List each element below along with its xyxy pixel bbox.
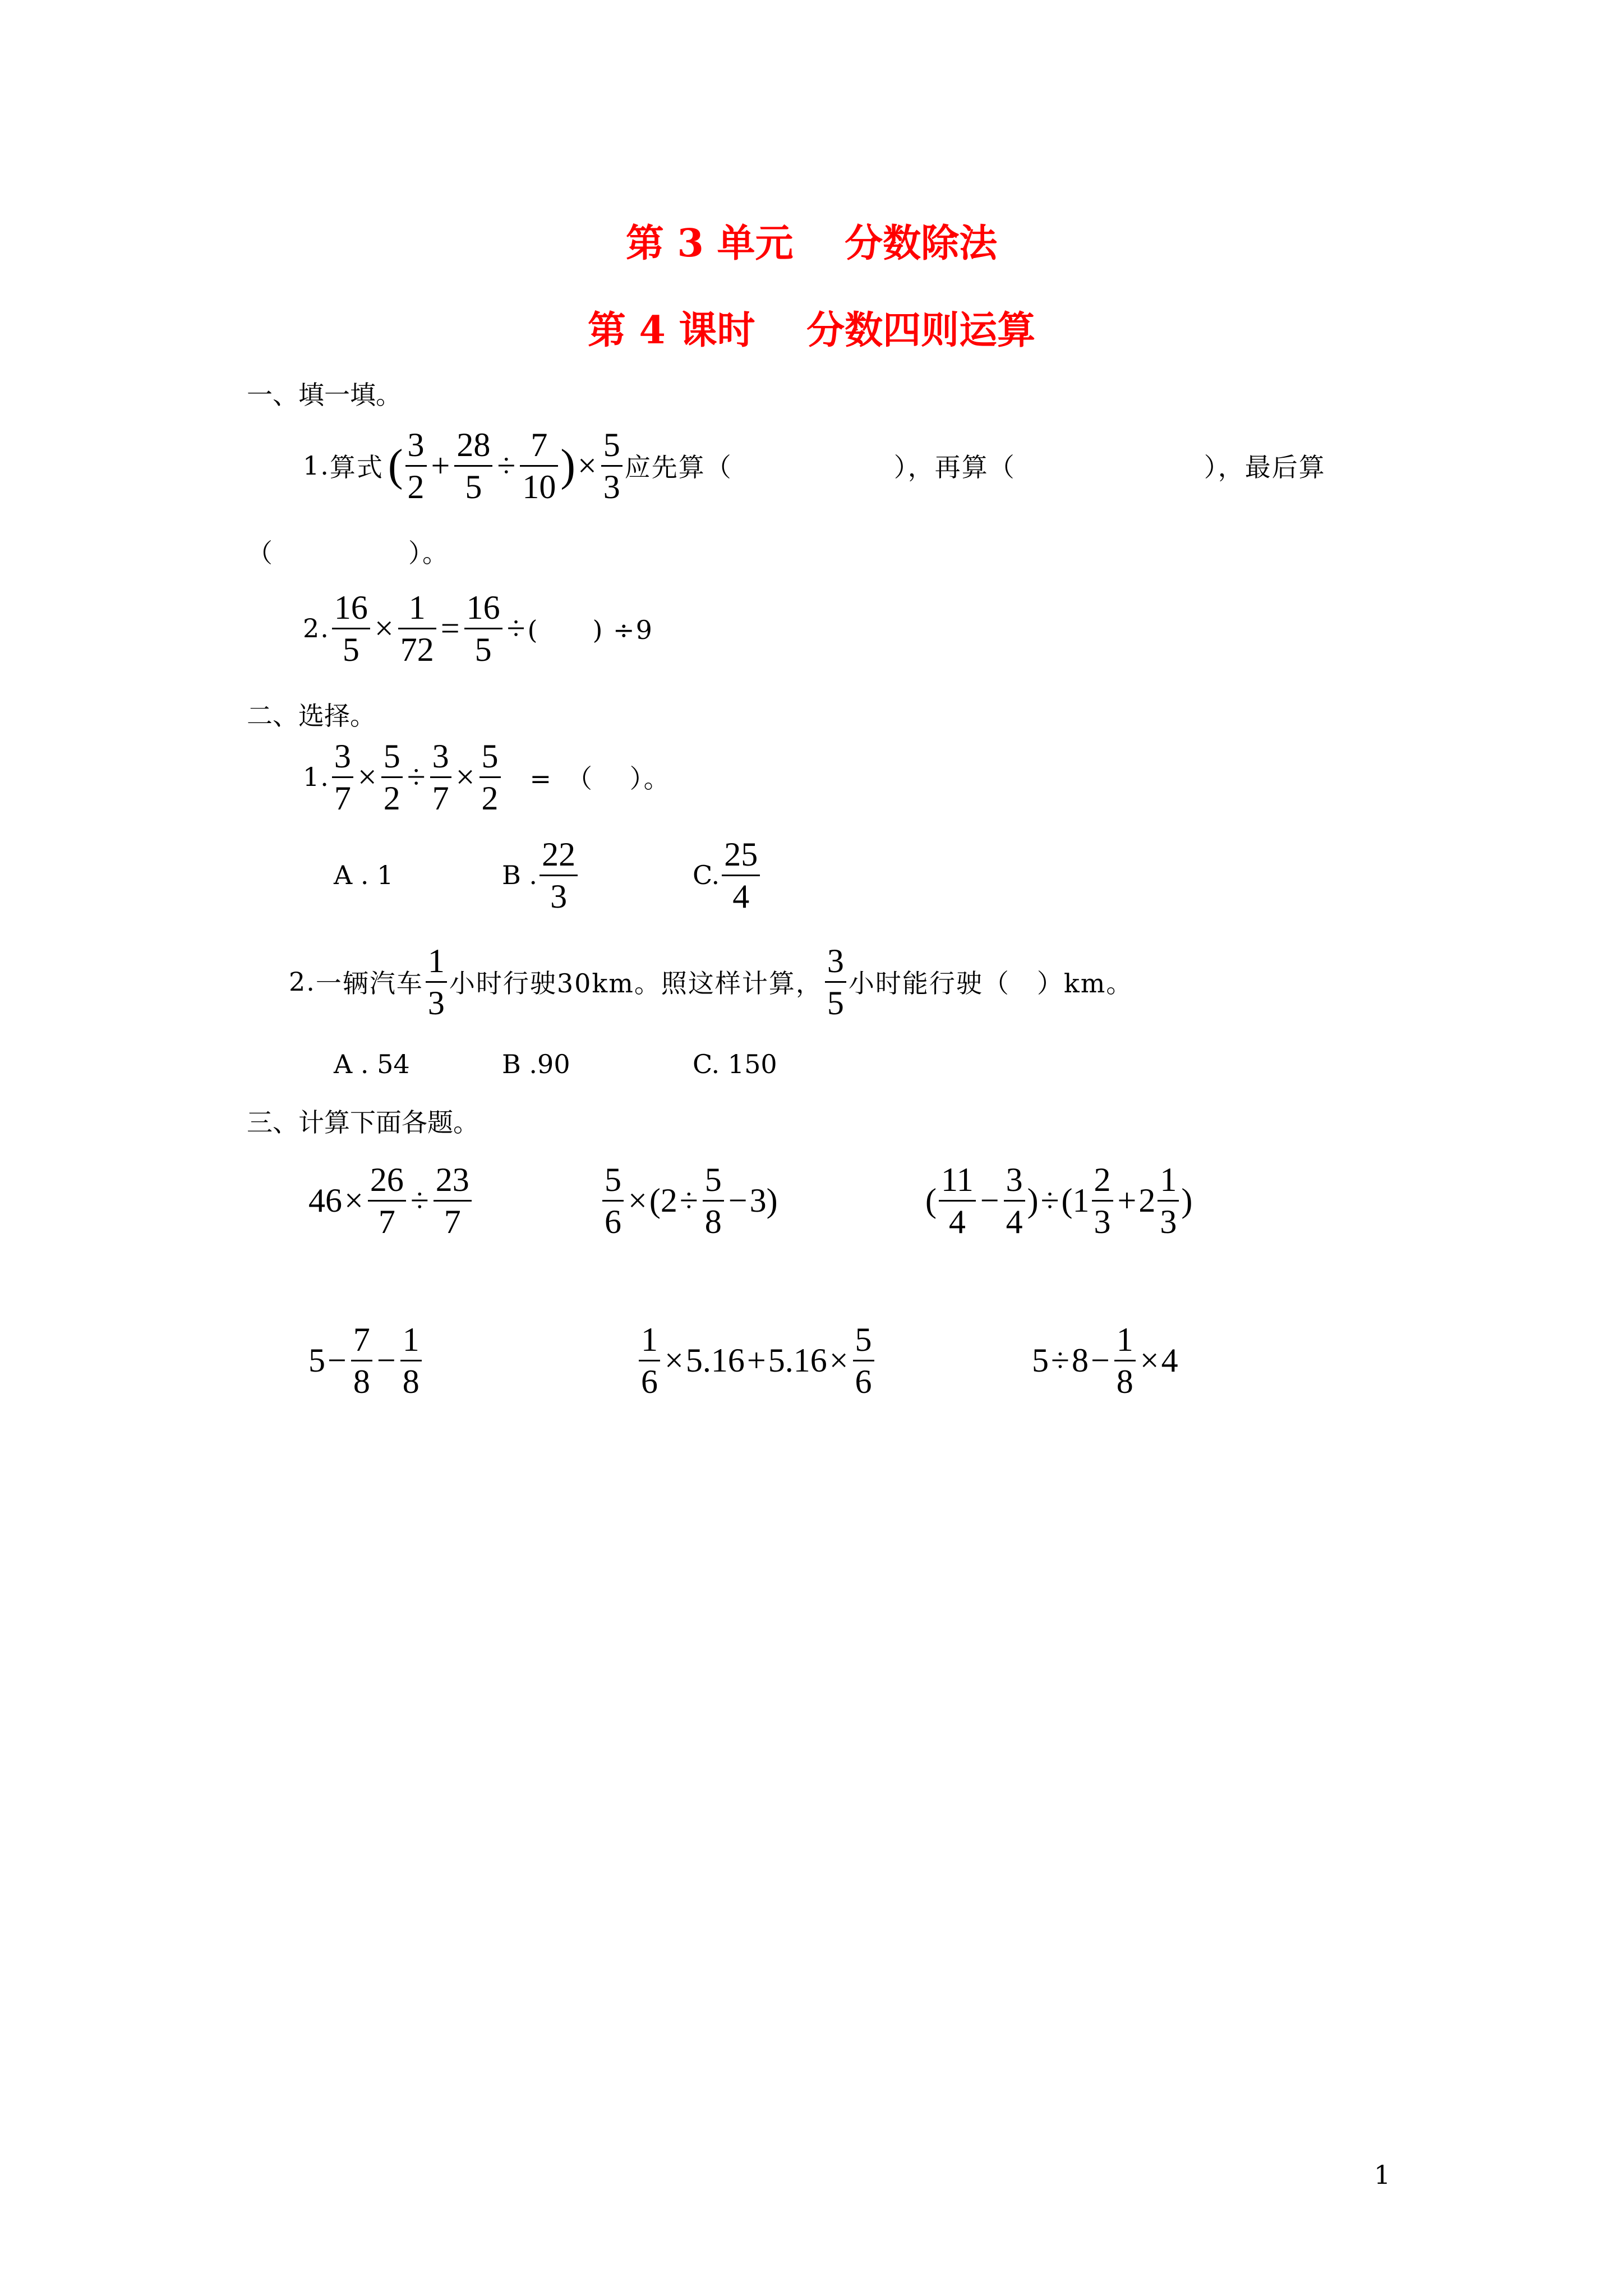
operator: × [829,1341,849,1379]
operator: ÷ [506,609,525,647]
fraction: $\frac{22}{3}$ [540,838,578,913]
fraction: $\frac{26}{7}$ [368,1163,406,1239]
page-number: 1 [1374,2160,1391,2190]
section-3-heading: 三、计算下面各题。 [247,1107,479,1138]
operator: × [577,447,597,484]
operator: + [1117,1181,1137,1219]
question-text: 一辆汽车 [315,968,423,999]
question-text: 小时能行驶（ ）km。 [848,968,1133,999]
calc-expression-2 [600,1161,778,1240]
close-paren: ) [560,441,575,490]
operator: ÷ [1040,1181,1059,1219]
operator: × [344,1181,363,1219]
fraction: $\frac{3}{2}$ [405,428,427,504]
unit-title: 第 3 单元 分数除法 [625,221,998,266]
answer-blank: ( ) ÷9 [527,615,653,645]
operator: × [374,609,394,647]
fraction: $\frac{28}{5}$ [454,428,492,504]
option-label: C. [693,860,720,890]
expression [388,428,625,504]
equals-sign: = [440,609,460,647]
open-paren: ( [388,441,403,490]
calc-expression-5 [637,1321,877,1400]
question-number: 2. [303,613,330,643]
operator: − [980,1181,999,1219]
question-text: 小时行驶30km。照这样计算， [449,968,823,999]
operator: ÷ [679,1181,698,1219]
calc-expression-1 [308,1161,474,1240]
open-paren: ( [649,1181,661,1219]
fraction: $\frac{5}{2}$ [479,739,501,815]
expression [330,739,503,815]
operator: × [357,758,377,795]
option-c: C. 150 [693,1049,777,1079]
fraction: $\frac{3}{7}$ [430,739,451,815]
question-number: 1. [303,762,330,792]
question-1-1-continued: （ ）。 [247,538,449,568]
calc-expression-6 [1032,1321,1178,1400]
close-paren: ) [766,1181,778,1219]
question-2-1-options [334,836,762,914]
fraction: $\frac{3}{7}$ [332,739,353,815]
fraction: $\frac{1}{6}$ [639,1323,660,1398]
fraction: $\frac{7}{8}$ [351,1323,372,1398]
section-2-heading: 二、选择。 [247,701,376,731]
number: 3 [749,1181,767,1219]
operator: + [746,1341,766,1379]
fraction: $\frac{5}{6}$ [602,1163,624,1239]
option-a: A . 1 [334,860,394,890]
number: 8 [1071,1341,1089,1379]
fraction: $\frac{23}{7}$ [434,1163,472,1239]
operator: × [455,758,475,795]
operator: ÷ [1051,1341,1069,1379]
close-paren: ) [1027,1181,1039,1219]
operator: × [628,1181,647,1219]
question-2-2-options [334,1049,777,1079]
number: 2 [660,1181,677,1219]
number: 5 [308,1341,325,1379]
operator: × [1140,1341,1159,1379]
question-1-2 [303,589,653,668]
answer-blank: = （ ）。 [502,763,671,794]
mixed-whole: 2 [1138,1181,1156,1219]
number: 5.16 [768,1341,827,1379]
fraction: $\frac{2}{3}$ [1092,1163,1113,1239]
operator: + [431,447,450,484]
lesson-title: 第 4 课时 分数四则运算 [587,308,1036,353]
operator: − [376,1341,396,1379]
close-paren: ) [1181,1181,1193,1219]
fraction: $\frac{16}{5}$ [464,591,502,666]
fraction: $\frac{5}{3}$ [601,428,623,504]
fraction: $\frac{1}{3}$ [426,944,447,1020]
question-number: 1. [303,450,330,481]
number: 46 [308,1181,342,1219]
option-c [693,835,762,915]
operator: ÷ [410,1181,429,1219]
operator: − [328,1341,347,1379]
number: 5 [1032,1341,1049,1379]
section-1-heading: 一、填一填。 [247,380,402,410]
operator: − [1090,1341,1110,1379]
option-a: A . 54 [334,1049,410,1079]
fraction: $\frac{11}{4}$ [939,1163,976,1239]
question-1-1 [303,426,1326,505]
calc-expression-4 [308,1321,424,1400]
fraction: $\frac{25}{4}$ [722,838,760,913]
fraction: $\frac{5}{8}$ [703,1163,724,1239]
option-label: B . [502,860,538,890]
fraction: $\frac{16}{5}$ [332,591,370,666]
question-2-2 [289,942,1133,1021]
mixed-whole: 1 [1072,1181,1090,1219]
fraction: $\frac{1}{8}$ [400,1323,422,1398]
question-prefix: 算式 [329,452,384,482]
question-suffix: 应先算（ ），再算（ ），最后算 [624,452,1326,482]
option-b [502,835,693,915]
number: 4 [1161,1341,1178,1379]
option-b: B .90 [502,1049,570,1079]
operator: ÷ [497,447,516,484]
fraction: $\frac{7}{10}$ [520,428,558,504]
question-number: 2. [289,967,316,997]
operator: − [728,1181,748,1219]
open-paren: ( [1061,1181,1073,1219]
operator: × [665,1341,684,1379]
expression [330,588,528,668]
fraction: $\frac{3}{4}$ [1004,1163,1025,1239]
fraction: $\frac{1}{72}$ [398,591,436,666]
open-paren: ( [925,1181,937,1219]
fraction: $\frac{1}{3}$ [1158,1163,1179,1239]
number: 5.16 [685,1341,745,1379]
question-2-1 [303,738,671,816]
fraction: $\frac{5}{6}$ [853,1323,874,1398]
operator: ÷ [407,758,426,795]
fraction: $\frac{1}{8}$ [1114,1323,1136,1398]
fraction: $\frac{5}{2}$ [381,739,403,815]
fraction: $\frac{3}{5}$ [825,944,846,1020]
calc-expression-3 [925,1161,1192,1240]
